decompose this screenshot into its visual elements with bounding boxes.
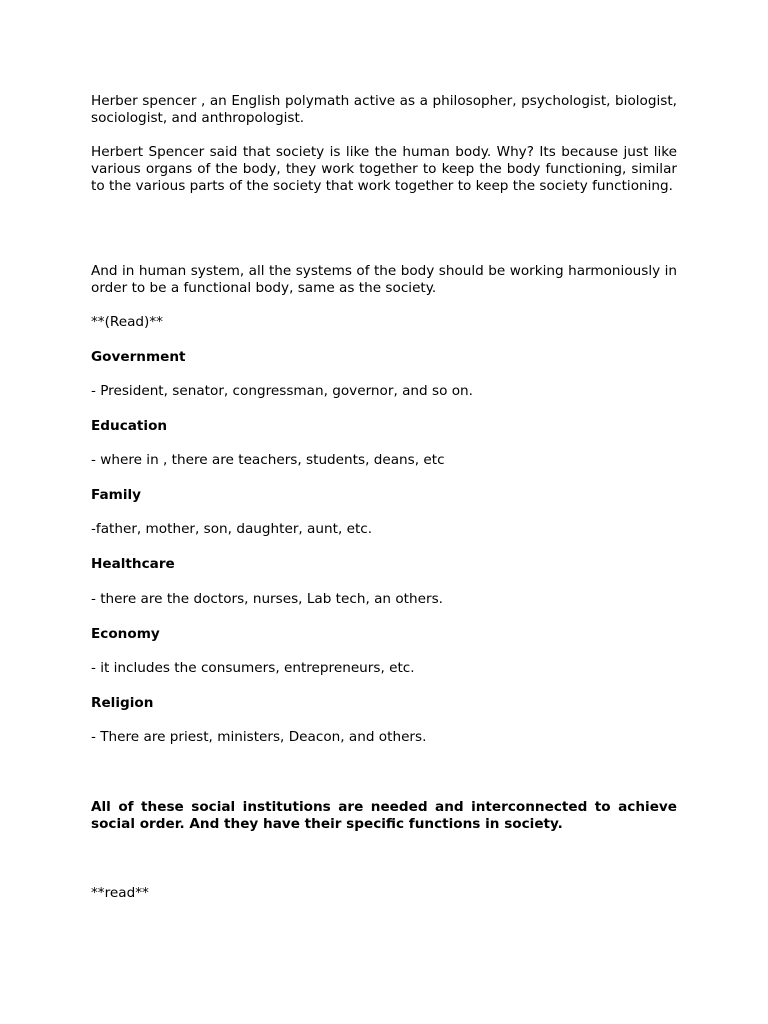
description-government: - President, senator, congressman, governor, and so on. (91, 383, 473, 399)
heading-family: Family (91, 487, 142, 503)
description-economy: - it includes the consumers, entrepreneurs, etc. (91, 660, 415, 676)
description-religion: - There are priest, ministers, Deacon, and others. (91, 729, 427, 745)
human-system-paragraph: And in human system, all the systems of the body should be working harmoniously in order to be a functional body, same as the society. (91, 263, 677, 296)
heading-healthcare: Healthcare (91, 556, 175, 572)
description-healthcare: - there are the doctors, nurses, Lab tech, an others. (91, 591, 443, 607)
description-education: - where in , there are teachers, students, deans, etc (91, 452, 445, 468)
heading-religion: Religion (91, 695, 154, 711)
heading-education: Education (91, 418, 168, 434)
description-family: -father, mother, son, daughter, aunt, etc. (91, 521, 373, 537)
conclusion-paragraph: All of these social institutions are needed and interconnected to achieve social order. And they have their specific functions in society. (91, 799, 677, 832)
analogy-paragraph: Herbert Spencer said that society is like the human body. Why? Its because just like various organs of the body, they work together to keep the body functioning, similar to the various parts of the society that work together to keep the society functioning. (91, 144, 677, 194)
heading-economy: Economy (91, 626, 160, 642)
heading-government: Government (91, 349, 186, 365)
intro-paragraph: Herber spencer , an English polymath active as a philosopher, psychologist, biologist, sociologist, and anthropologist. (91, 93, 677, 126)
read-marker: **(Read)** (91, 314, 163, 330)
read-marker-end: **read** (91, 885, 149, 901)
